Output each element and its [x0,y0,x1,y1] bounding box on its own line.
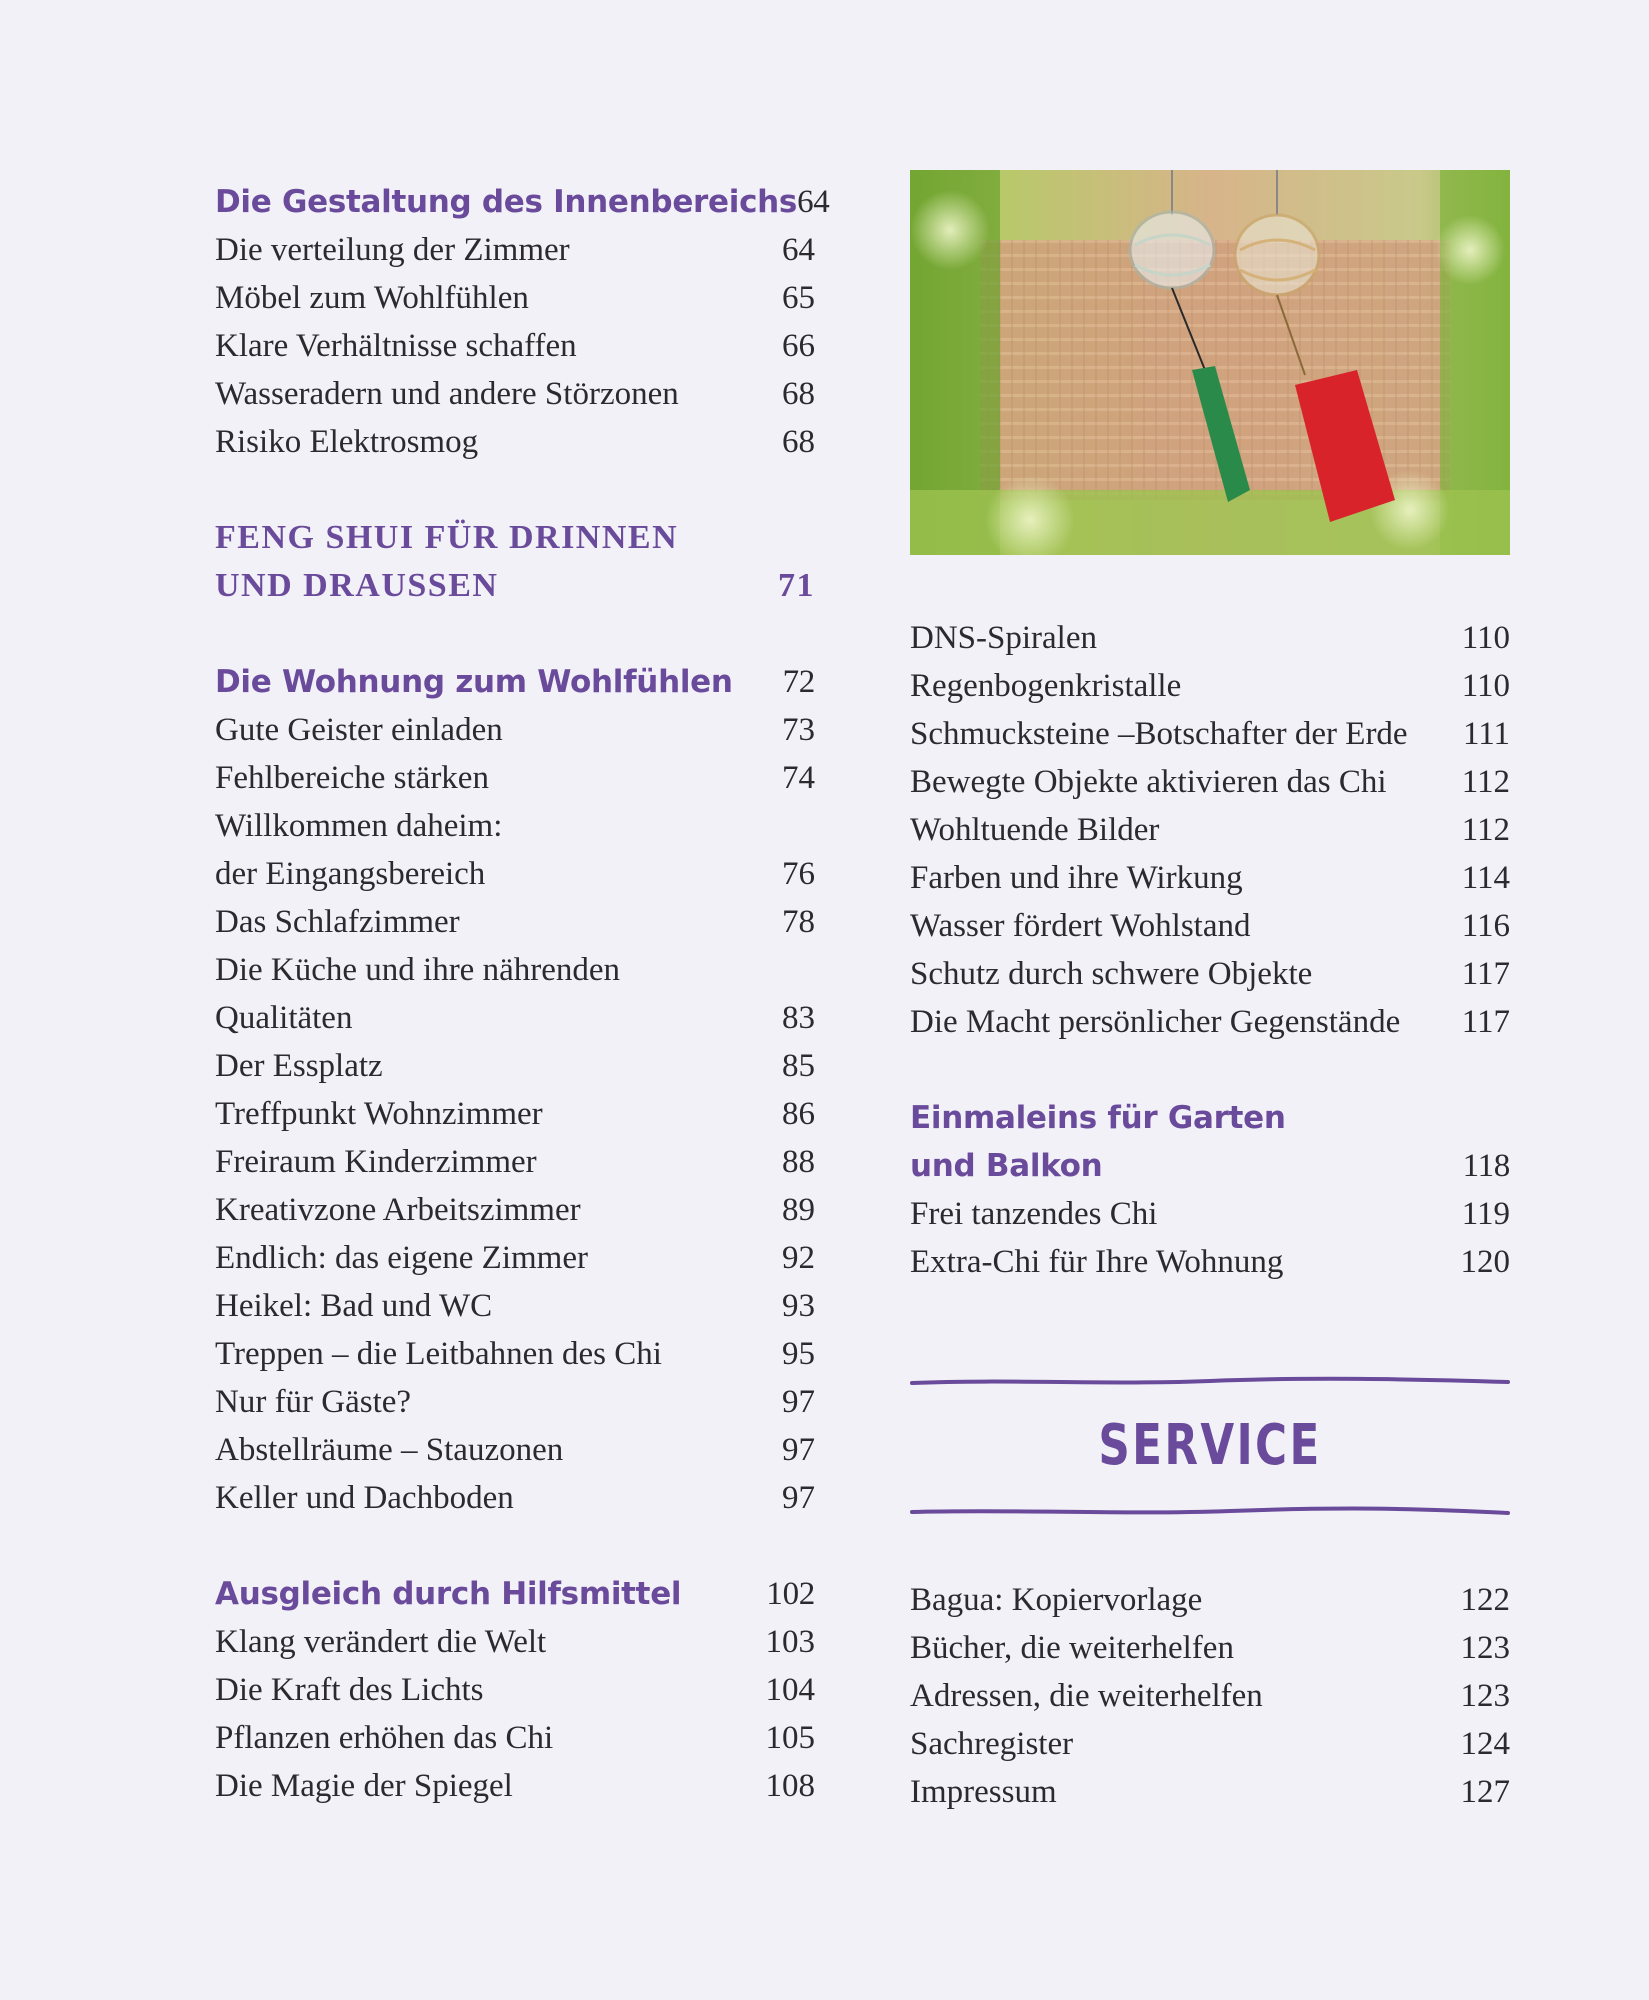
toc-entry-title: Treffpunkt Wohnzimmer [215,1096,543,1132]
toc-entry-page: 127 [1460,1774,1510,1810]
toc-entry[interactable] [215,370,815,418]
toc-list [215,226,815,466]
toc-entry-title: Der Essplatz [215,1048,383,1084]
toc-entry-title: Bücher, die weiterhelfen [910,1630,1234,1666]
toc-entry[interactable] [215,754,815,802]
toc-left-column [215,178,830,1810]
toc-entry-title: Fehlbereiche stärken [215,760,489,796]
toc-entry[interactable] [215,226,815,274]
toc-service-column [910,1576,1510,1816]
toc-entry-title: Nur für Gäste? [215,1384,412,1420]
toc-section-heading[interactable]: Die Gestaltung des Innenbereichs 64 [215,184,830,220]
toc-entry-page: 95 [782,1336,815,1372]
toc-entry-title: Regenbogenkristalle [910,668,1182,704]
toc-entry[interactable] [215,1090,815,1138]
toc-entry[interactable] [215,322,815,370]
toc-entry[interactable] [215,1666,815,1714]
toc-entry[interactable] [215,1378,815,1426]
toc-entry-title: Adressen, die weiterhelfen [910,1678,1263,1714]
toc-entry[interactable] [215,946,815,994]
toc-entry[interactable] [215,898,815,946]
service-title: SERVICE [1098,1413,1322,1478]
toc-entry[interactable] [215,1186,815,1234]
toc-entry[interactable] [910,1720,1510,1768]
toc-entry-page: 89 [782,1192,815,1228]
toc-entry-page: 74 [782,760,815,796]
toc-entry-page: 65 [782,280,815,316]
toc-entry[interactable] [910,806,1510,854]
toc-entry-title: Pflanzen erhöhen das Chi [215,1720,554,1756]
toc-entry-title: Wohltuende Bilder [910,812,1160,848]
toc-entry-title: Willkommen daheim: [215,808,503,844]
toc-entry-page: 105 [765,1720,815,1756]
toc-entry-page: 88 [782,1144,815,1180]
toc-section-heading[interactable]: Die Wohnung zum Wohlfühlen 72 [215,664,815,700]
toc-entry-page: 93 [782,1288,815,1324]
toc-entry[interactable] [910,614,1510,662]
toc-entry-title: Die Kraft des Lichts [215,1672,484,1708]
toc-entry[interactable] [910,854,1510,902]
toc-entry[interactable] [910,902,1510,950]
toc-entry-page: 116 [1461,908,1510,944]
toc-entry-page: 112 [1461,764,1510,800]
toc-entry[interactable] [215,1714,815,1762]
toc-entry-title: Sachregister [910,1726,1074,1762]
toc-entry-title: Farben und ihre Wirkung [910,860,1243,896]
toc-entry-title: Endlich: das eigene Zimmer [215,1240,588,1276]
toc-entry-page: 92 [782,1240,815,1276]
toc-entry[interactable] [215,1426,815,1474]
toc-entry-page: 103 [765,1624,815,1660]
toc-entry-page: 97 [782,1384,815,1420]
toc-entry-page: 112 [1461,812,1510,848]
toc-entry-title: Die Macht persönlicher Gegenstände [910,1004,1401,1040]
toc-entry-title: Heikel: Bad und WC [215,1288,493,1324]
toc-entry[interactable] [215,850,815,898]
toc-entry-title: DNS-Spiralen [910,620,1097,656]
toc-entry[interactable] [910,1768,1510,1816]
toc-entry-page: 123 [1460,1630,1510,1666]
toc-entry-page: 66 [782,328,815,364]
toc-entry-page: 122 [1460,1582,1510,1618]
toc-entry-title: Schutz durch schwere Objekte [910,956,1313,992]
toc-entry-title: Kreativzone Arbeitszimmer [215,1192,581,1228]
toc-chapter-heading[interactable]: FENG SHUI FÜR DRINNEN UND DRAUSSEN 71 [215,519,815,604]
toc-entry[interactable] [215,1474,815,1522]
toc-entry-title: Klang verändert die Welt [215,1624,547,1660]
toc-entry[interactable] [910,1576,1510,1624]
toc-list [910,1576,1510,1816]
toc-list [910,1190,1510,1286]
wind-chime-illustration [910,170,1510,555]
toc-entry-title: Gute Geister einladen [215,712,503,748]
toc-entry-title: Risiko Elektrosmog [215,424,479,460]
toc-right-column [910,614,1510,1286]
toc-entry-page: 76 [782,856,815,892]
toc-entry-title: Treppen – die Leitbahnen des Chi [215,1336,662,1372]
toc-entry[interactable] [215,274,815,322]
toc-entry-page: 117 [1461,1004,1510,1040]
toc-entry-title: Abstellräume – Stauzonen [215,1432,564,1468]
toc-entry[interactable] [215,1138,815,1186]
toc-entry-page: 123 [1460,1678,1510,1714]
toc-entry-page: 124 [1460,1726,1510,1762]
toc-entry-title: Die Küche und ihre nährenden [215,952,621,988]
toc-entry-title: Die verteilung der Zimmer [215,232,570,268]
toc-entry-page: 104 [765,1672,815,1708]
toc-entry[interactable] [910,1624,1510,1672]
toc-entry[interactable] [910,1190,1510,1238]
toc-entry[interactable] [215,1234,815,1282]
toc-entry-page: 108 [765,1768,815,1804]
toc-entry[interactable] [215,1762,815,1810]
toc-list [215,1618,815,1810]
toc-entry-page: 86 [782,1096,815,1132]
toc-entry[interactable] [215,802,815,850]
toc-entry[interactable] [910,662,1510,710]
toc-list [215,706,815,1522]
toc-entry-page: 78 [782,904,815,940]
toc-entry-title: Das Schlafzimmer [215,904,460,940]
toc-entry-title: Klare Verhältnisse schaffen [215,328,577,364]
toc-entry-page: 110 [1461,620,1510,656]
toc-entry[interactable] [215,1330,815,1378]
toc-entry-title: Qualitäten [215,1000,353,1036]
toc-entry-title: Schmucksteine –Botschafter der Erde [910,716,1408,752]
toc-section-heading[interactable]: Ausgleich durch Hilfsmittel 102 [215,1576,815,1612]
toc-entry-title: Frei tanzendes Chi [910,1196,1158,1232]
toc-entry-page: 68 [782,424,815,460]
toc-entry-page: 97 [782,1432,815,1468]
toc-entry-page: 68 [782,376,815,412]
toc-entry-title: Keller und Dachboden [215,1480,514,1516]
toc-entry-page: 111 [1462,716,1510,752]
toc-section-heading-continued[interactable]: und Balkon 118 [910,1148,1510,1184]
toc-entry-title: Freiraum Kinderzimmer [215,1144,537,1180]
toc-section-heading[interactable]: Einmaleins für Garten [910,1100,1286,1136]
toc-entry[interactable] [910,998,1510,1046]
toc-entry-title: Bewegte Objekte aktivieren das Chi [910,764,1387,800]
toc-entry[interactable] [215,706,815,754]
toc-entry[interactable] [910,950,1510,998]
toc-entry-page: 97 [782,1480,815,1516]
toc-entry-page: 119 [1461,1196,1510,1232]
toc-entry-page: 110 [1461,668,1510,704]
toc-entry-page: 83 [782,1000,815,1036]
toc-entry-page: 120 [1460,1244,1510,1280]
toc-entry-title: Wasser fördert Wohlstand [910,908,1251,944]
toc-list [910,614,1510,1046]
toc-entry[interactable] [215,1042,815,1090]
toc-entry-title: Wasseradern und andere Störzonen [215,376,679,412]
toc-entry-page: 64 [782,232,815,268]
toc-entry-page: 85 [782,1048,815,1084]
service-banner [910,1375,1510,1520]
toc-entry-page: 117 [1461,956,1510,992]
toc-entry[interactable] [215,418,815,466]
toc-entry-title: Bagua: Kopiervorlage [910,1582,1203,1618]
toc-entry-title: der Eingangsbereich [215,856,486,892]
toc-entry[interactable] [910,758,1510,806]
toc-entry[interactable] [910,1238,1510,1286]
toc-entry-title: Die Magie der Spiegel [215,1768,513,1804]
toc-entry-page: 114 [1461,860,1510,896]
toc-entry-title: Impressum [910,1774,1057,1810]
toc-entry[interactable] [215,1282,815,1330]
wind-chime-photo [910,170,1510,555]
toc-entry[interactable] [215,994,815,1042]
toc-entry[interactable] [215,1618,815,1666]
toc-entry-title: Extra-Chi für Ihre Wohnung [910,1244,1284,1280]
toc-entry-page: 73 [782,712,815,748]
toc-entry-title: Möbel zum Wohlfühlen [215,280,529,316]
toc-entry[interactable] [910,710,1510,758]
toc-entry[interactable] [910,1672,1510,1720]
